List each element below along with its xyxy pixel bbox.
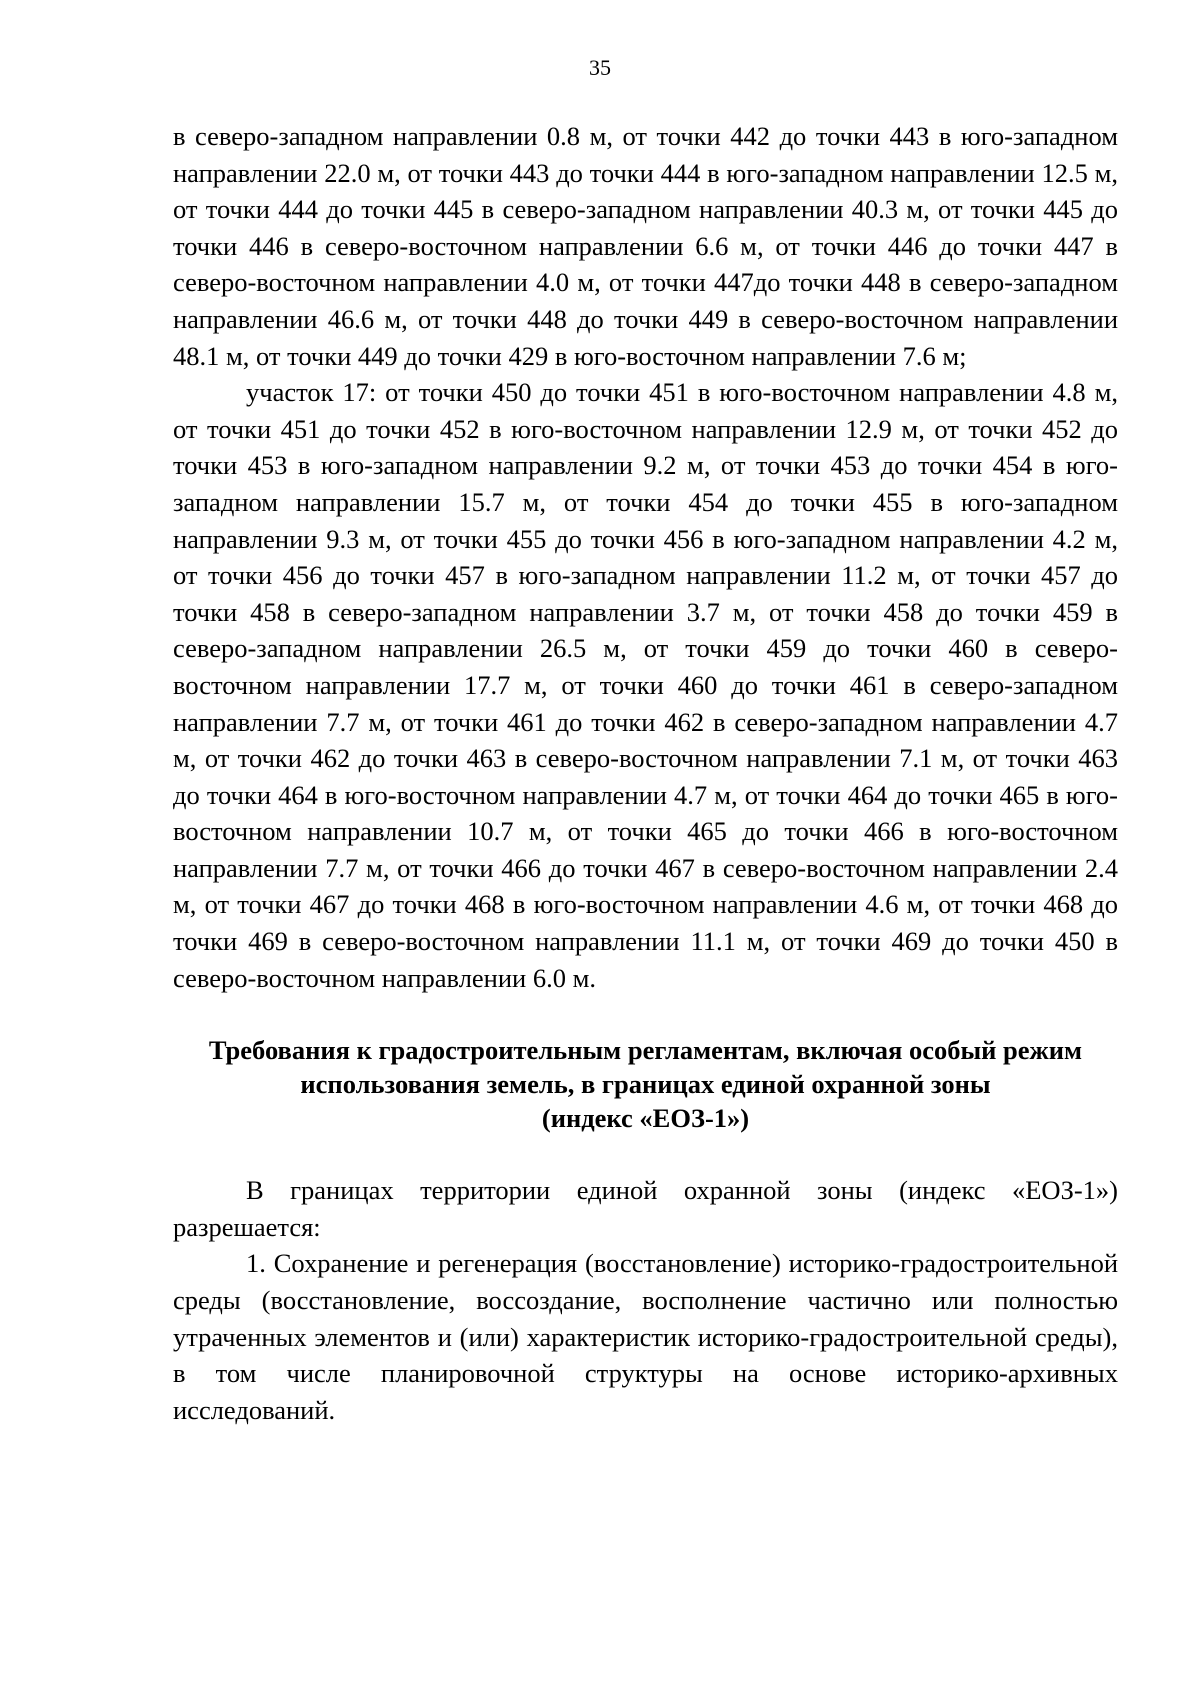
page-number: 35 [589,55,611,80]
paragraph-permitted-intro: В границах территории единой охранной зоны (индекс «ЕОЗ-1») разрешается: [173,1175,1118,1242]
section-heading-line-2: использования земель, в границах единой охранной зоны [300,1069,991,1100]
section-heading [173,1033,1118,1135]
section-heading-line-3: (индекс «ЕОЗ-1») [541,1103,750,1134]
section-heading-line-1: Требования к градостроительным регламентам, включая особый режим [208,1035,1083,1066]
paragraph-item-1: 1. Сохранение и регенерация (восстановление) историко-градостроительной среды (восстановление, воссоздание, восполнение частично или полностью утраченных элементов и (или) характеристик историко-градостроительной среды), в том числе планировочной структуры на основе историко-архивных исследований. [173,1248,1118,1425]
document-body [173,118,1118,1428]
paragraph-boundary-continuation: в северо-западном направлении 0.8 м, от точки 442 до точки 443 в юго-западном направлении 22.0 м, от точки 443 до точки 444 в юго-западном направлении 12.5 м, от точки 444 до точки 445 в северо-западном направлении 40.3 м, от точки 445 до точки 446 в северо-восточном направлении 6.6 м, от точки 446 до точки 447 в северо-восточном направлении 4.0 м, от точки 447до точки 448 в северо-западном направлении 46.6 м, от точки 448 до точки 449 в северо-восточном направлении 48.1 м, от точки 449 до точки 429 в юго-восточном направлении 7.6 м; [173,121,1118,371]
paragraph-plot-17: участок 17: от точки 450 до точки 451 в юго-восточном направлении 4.8 м, от точки 451 до точки 452 в юго-восточном направлении 12.9 м, от точки 452 до точки 453 в юго-западном направлении 9.2 м, от точки 453 до точки 454 в юго-западном направлении 15.7 м, от точки 454 до точки 455 в юго-западном направлении 9.3 м, от точки 455 до точки 456 в юго-западном направлении 4.2 м, от точки 456 до точки 457 в юго-западном направлении 11.2 м, от точки 457 до точки 458 в северо-западном направлении 3.7 м, от точки 458 до точки 459 в северо-западном направлении 26.5 м, от точки 459 до точки 460 в северо-восточном направлении 17.7 м, от точки 460 до точки 461 в северо-западном направлении 7.7 м, от точки 461 до точки 462 в северо-западном направлении 4.7 м, от точки 462 до точки 463 в северо-восточном направлении 7.1 м, от точки 463 до точки 464 в юго-восточном направлении 4.7 м, от точки 464 до точки 465 в юго-восточном направлении 10.7 м, от точки 465 до точки 466 в юго-восточном направлении 7.7 м, от точки 466 до точки 467 в северо-восточном направлении 2.4 м, от точки 467 до точки 468 в юго-восточном направлении 4.6 м, от точки 468 до точки 469 в северо-восточном направлении 11.1 м, от точки 469 до точки 450 в северо-восточном направлении 6.0 м. [173,377,1118,993]
